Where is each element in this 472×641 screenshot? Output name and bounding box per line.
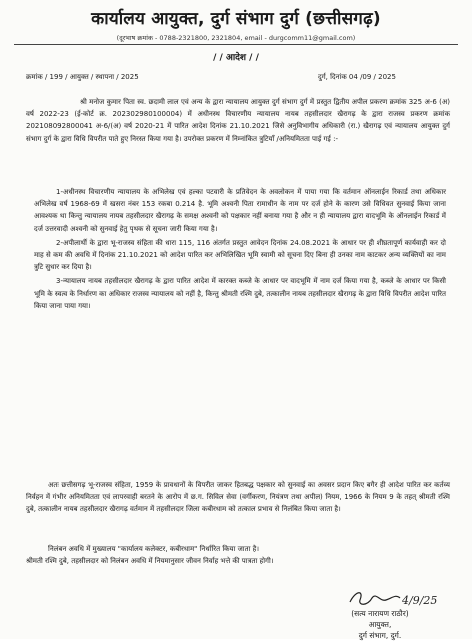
order-date: दुर्ग, दिनांक 04 /09 / 2025	[318, 73, 396, 81]
signature-date: 4/9/25	[402, 594, 438, 607]
order-heading: / / आदेश / /	[213, 53, 259, 63]
irregularity-point-2: 2-अपीलार्थी के द्वारा भू-राजस्व संहिता की धारा 115, 116 अंतर्गत प्रस्तुत आवेदन दिनांक 24.08.2021 के आधार पर ही शीघ्रतापूर्ण कार्यवाही कर दो माह से कम की अवधि में दिनांक 21.10.2021 को आदेश पारित कर अभिलिखित भूमि स्वामी को सूचना दिए बिना ही उनका नाम काटकर अन्य व्यक्तियों का नाम त्रुटि सुधार कर दिया है।	[34, 238, 446, 272]
signatory-block	[326, 608, 434, 641]
headquarters-text: निलंबन अवधि में मुख्यालय "कार्यालय कलेक्टर, कबीरधाम" निर्धारित किया जाता है।	[48, 545, 260, 553]
irregularities-list	[34, 186, 446, 314]
office-contact: (दूरभाष क्रमांक - 0788-2321800, 2321804, email - durgcomm11@gmail.com)	[116, 34, 356, 42]
header-divider	[14, 44, 458, 45]
signatory-name: (सत्य नारायण राठौर)	[351, 609, 409, 618]
order-number: क्रमांक / 199 / आयुक्त / स्थापना / 2025	[26, 73, 139, 81]
signatory-office: दुर्ग संभाग, दुर्ग.	[358, 631, 402, 640]
headquarters-paragraph	[26, 543, 450, 555]
intro-paragraph: श्री मनोज कुमार पिता स्व. छदामी लाल एवं अन्य के द्वारा न्यायालय आयुक्त दुर्ग संभाग दुर्ग में प्रस्तुत द्वितीय अपील प्रकरण क्रमांक 325 अ-6 (अ) वर्ष 2022-23 (ई-कोर्ट क्र. 202302980100004) में अधीनस्थ विचारणीय न्यायालय नायब तहसीलदार खैरागढ़ के द्वारा राजस्व प्रकरण क्रमांक 202108092800041 अ-6/(अ) वर्ष 2020-21 में पारित आदेश दिनांक 21.10.2021 जिसे अनुविभागीय अधिकारी (रा.) खैरागढ़ एवं न्यायालय आयुक्त दुर्ग संभाग दुर्ग के द्वारा विधि विपरीत पाते हुए निरस्त किया गया है। उपरोक्त प्रकरण में निम्नांकित त्रुटियाँ /अनियमितता पाई गई :-	[26, 98, 450, 143]
allowance-text: श्रीमती रश्मि दुबे, तहसीलदार को निलंबन अवधि में नियमानुसार जीवन निर्वाह भत्ते की पात्रता होगी।	[26, 557, 274, 565]
office-title: कार्यालय आयुक्त, दुर्ग संभाग दुर्ग (छत्तीसगढ़)	[91, 9, 381, 29]
irregularity-point-1: 1-अधीनस्थ विचारणीय न्यायालय के अभिलेख एवं हल्का पटवारी के प्रतिवेदन के अवलोकन में पाया गया कि वर्तमान ऑनलाईन रिकार्ड तथा अधिकार अभिलेख वर्ष 1968-69 में खसरा नंबर 153 रकबा 0.214 है. भूमि अश्वनी पिता रामाधीन के नाम पर दर्ज होने के कारण उसे विधिवत सुनवाई किया जाना आवश्यक था किन्तु न्यायालय नायब तहसीलदार खैरागढ़ के समक्ष अश्वनी को पक्षकार नहीं बनाया गया है और न ही न्यायालय द्वारा वादभूमि के ऑनलाईन रिकार्ड में दर्ज उत्तरवादी अश्वनी को सुनवाई हेतु पृथक से सूचना जारी किया गया है।	[34, 188, 446, 233]
signatory-designation: आयुक्त,	[368, 620, 392, 629]
irregularity-point-3: 3-न्यायालय नायब तहसीलदार खैरागढ़ के द्वारा पारित आदेश में कारक्त कब्जे के आधार पर वादभूमि में नाम दर्ज किया गया है, कब्जे के आधार पर किसी भूमि के स्वत्व के निर्धारण का अधिकार राजस्व न्यायालय को नहीं है, किन्तु श्रीमती रश्मि दुबे, तत्कालीन नायब तहसीलदार खैरागढ़ के द्वारा विधि विपरीत आदेश पारित किया जाना पाया गया।	[34, 277, 446, 310]
allowance-paragraph	[26, 555, 450, 567]
suspension-paragraph	[26, 479, 450, 516]
suspension-text: अतः छत्तीसगढ़ भू-राजस्व संहिता, 1959 के प्रावधानों के विपरीत जाकर हितबद्ध पक्षकार को सुनवाई का अवसर प्रदान किए बगैर ही आदेश पारित कर कर्तव्य निर्वहन में गंभीर अनियमितता एवं लापरवाही बरतने के आरोप में छ.ग. सिविल सेवा (वर्गीकरण, नियंत्रण तथा अपील) नियम, 1966 के नियम 9 के तहत् श्रीमती रश्मि दुबे, तत्कालीन नायब तहसीलदार खैरागढ़ वर्तमान में तहसीलदार जिला कबीरधाम को तत्काल प्रभाव से निलंबित किया जाता है।	[26, 481, 450, 514]
